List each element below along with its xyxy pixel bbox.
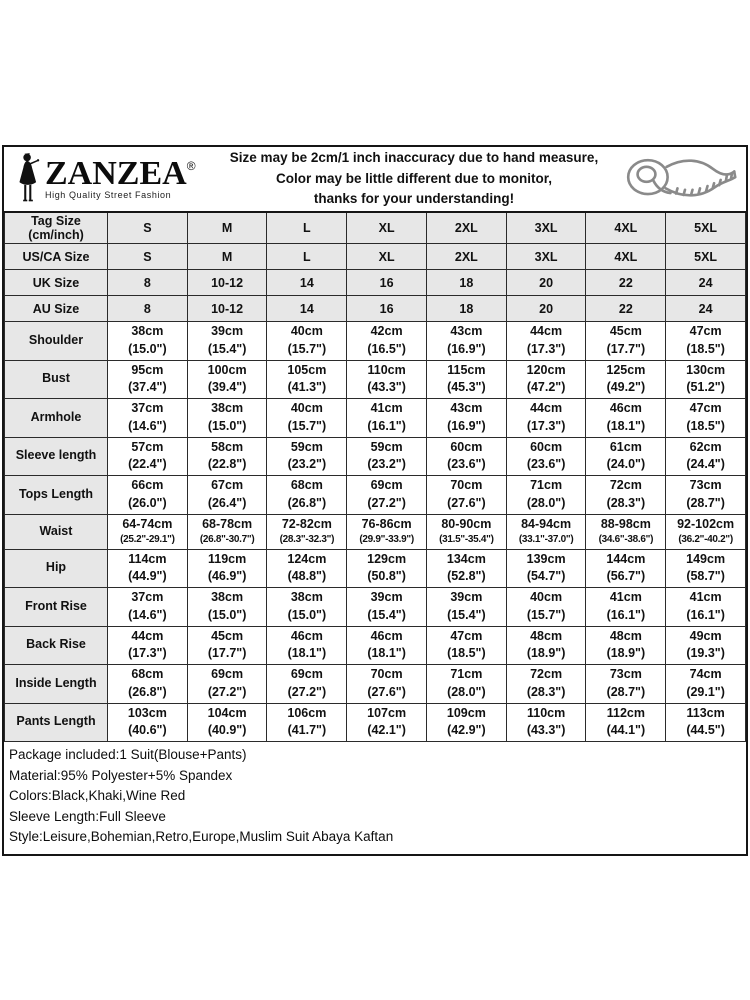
size-cell: 113cm (44.5") (666, 703, 746, 742)
size-cell: 39cm (15.4") (187, 322, 267, 361)
row-label: Waist (5, 514, 108, 549)
size-cell: 47cm (18.5") (666, 399, 746, 438)
size-cell: 40cm (15.7") (506, 588, 586, 627)
size-cell: 106cm (41.7") (267, 703, 347, 742)
size-cell: 76-86cm (29.9"-33.9") (347, 514, 427, 549)
size-cell: 38cm (15.0") (187, 588, 267, 627)
size-system-row (5, 270, 746, 296)
size-cell: 39cm (15.4") (426, 588, 506, 627)
size-cell: 68-78cm (26.8"-30.7") (187, 514, 267, 549)
size-cell: 3XL (506, 244, 586, 270)
size-cell: 4XL (586, 212, 666, 244)
size-cell: 66cm (26.0") (107, 476, 187, 515)
size-cell: 14 (267, 270, 347, 296)
size-cell: M (187, 244, 267, 270)
size-cell: 47cm (18.5") (666, 322, 746, 361)
size-cell: 109cm (42.9") (426, 703, 506, 742)
size-cell: XL (347, 212, 427, 244)
product-info (4, 742, 746, 854)
size-cell: 58cm (22.8") (187, 437, 267, 476)
product-info-line-material: Material:95% Polyester+5% Spandex (9, 767, 233, 783)
measurement-row (5, 665, 746, 704)
size-cell: L (267, 212, 347, 244)
size-cell: 20 (506, 296, 586, 322)
measurement-row (5, 588, 746, 627)
size-cell: 72cm (28.3") (506, 665, 586, 704)
size-cell: 43cm (16.9") (426, 399, 506, 438)
size-cell: 149cm (58.7") (666, 549, 746, 588)
size-cell: 48cm (18.9") (586, 626, 666, 665)
size-cell: S (107, 212, 187, 244)
size-cell: S (107, 244, 187, 270)
product-info-line-colors: Colors:Black,Khaki,Wine Red (9, 788, 186, 803)
size-cell: 24 (666, 270, 746, 296)
size-cell: 10-12 (187, 296, 267, 322)
size-cell: 3XL (506, 212, 586, 244)
size-cell: 2XL (426, 244, 506, 270)
product-info-line-package: Package included:1 Suit(Blouse+Pants) (9, 747, 247, 762)
size-cell: 64-74cm (25.2"-29.1") (107, 514, 187, 549)
size-cell: 38cm (15.0") (187, 399, 267, 438)
row-label: Front Rise (5, 588, 108, 627)
size-cell: 38cm (15.0") (107, 322, 187, 361)
size-cell: 37cm (14.6") (107, 399, 187, 438)
size-table (4, 211, 746, 742)
size-cell: 44cm (17.3") (506, 399, 586, 438)
size-cell: 92-102cm (36.2"-40.2") (666, 514, 746, 549)
size-cell: 59cm (23.2") (267, 437, 347, 476)
size-cell: 8 (107, 296, 187, 322)
size-cell: 67cm (26.4") (187, 476, 267, 515)
brand-tagline: High Quality Street Fashion (45, 190, 172, 201)
size-cell: 44cm (17.3") (107, 626, 187, 665)
size-cell: 2XL (426, 212, 506, 244)
size-cell: 105cm (41.3") (267, 360, 347, 399)
size-system-row (5, 212, 746, 244)
size-cell: 24 (666, 296, 746, 322)
size-cell: 41cm (16.1") (586, 588, 666, 627)
notice-line: thanks for your understanding! (313, 191, 515, 207)
row-label: Bust (5, 360, 108, 399)
measurement-row (5, 626, 746, 665)
measuring-tape-icon (608, 150, 746, 208)
size-table-body (5, 212, 746, 742)
row-label: Back Rise (5, 626, 108, 665)
size-cell: 5XL (666, 212, 746, 244)
size-cell: 125cm (49.2") (586, 360, 666, 399)
size-cell: 110cm (43.3") (347, 360, 427, 399)
size-cell: 107cm (42.1") (347, 703, 427, 742)
size-cell: 144cm (56.7") (586, 549, 666, 588)
measurement-row (5, 703, 746, 742)
brand-logo (4, 152, 220, 206)
measurement-row (5, 514, 746, 549)
size-cell: 5XL (666, 244, 746, 270)
size-cell: 60cm (23.6") (426, 437, 506, 476)
row-label: Shoulder (5, 322, 108, 361)
size-cell: 8 (107, 270, 187, 296)
size-cell: 74cm (29.1") (666, 665, 746, 704)
size-cell: 95cm (37.4") (107, 360, 187, 399)
size-cell: 59cm (23.2") (347, 437, 427, 476)
size-cell: 45cm (17.7") (187, 626, 267, 665)
size-chart-sheet (2, 145, 748, 856)
sheet-header (4, 147, 746, 211)
brand-name: ZANZEA (45, 154, 187, 192)
size-cell: 46cm (18.1") (267, 626, 347, 665)
size-cell: 57cm (22.4") (107, 437, 187, 476)
size-cell: 72cm (28.3") (586, 476, 666, 515)
size-cell: 22 (586, 296, 666, 322)
size-cell: 100cm (39.4") (187, 360, 267, 399)
size-cell: 45cm (17.7") (586, 322, 666, 361)
size-cell: 47cm (18.5") (426, 626, 506, 665)
notice-line: Size may be 2cm/1 inch inaccuracy due to hand measure, (229, 149, 599, 165)
size-cell: 70cm (27.6") (426, 476, 506, 515)
measure-notice (220, 148, 608, 211)
row-label: Pants Length (5, 703, 108, 742)
size-cell: 68cm (26.8") (107, 665, 187, 704)
size-cell: M (187, 212, 267, 244)
size-cell: 39cm (15.4") (347, 588, 427, 627)
size-cell: 41cm (16.1") (666, 588, 746, 627)
size-cell: 71cm (28.0") (506, 476, 586, 515)
size-cell: 14 (267, 296, 347, 322)
size-cell: 46cm (18.1") (347, 626, 427, 665)
row-label: US/CA Size (5, 244, 108, 270)
size-cell: 22 (586, 270, 666, 296)
size-cell: 134cm (52.8") (426, 549, 506, 588)
size-cell: 38cm (15.0") (267, 588, 347, 627)
size-cell: 103cm (40.6") (107, 703, 187, 742)
size-cell: 119cm (46.9") (187, 549, 267, 588)
size-cell: 4XL (586, 244, 666, 270)
size-cell: 104cm (40.9") (187, 703, 267, 742)
size-cell: 43cm (16.9") (426, 322, 506, 361)
brand-text (45, 154, 196, 201)
size-cell: 41cm (16.1") (347, 399, 427, 438)
size-cell: 69cm (27.2") (347, 476, 427, 515)
size-cell: 40cm (15.7") (267, 399, 347, 438)
size-cell: 49cm (19.3") (666, 626, 746, 665)
size-cell: 46cm (18.1") (586, 399, 666, 438)
measurement-row (5, 476, 746, 515)
size-cell: 88-98cm (34.6"-38.6") (586, 514, 666, 549)
registered-mark: ® (186, 158, 196, 173)
size-cell: 20 (506, 270, 586, 296)
row-label: Inside Length (5, 665, 108, 704)
size-cell: 84-94cm (33.1"-37.0") (506, 514, 586, 549)
size-cell: 62cm (24.4") (666, 437, 746, 476)
size-cell: 129cm (50.8") (347, 549, 427, 588)
size-cell: 60cm (23.6") (506, 437, 586, 476)
size-system-row (5, 296, 746, 322)
size-cell: 112cm (44.1") (586, 703, 666, 742)
woman-silhouette-icon (14, 152, 42, 206)
row-label: UK Size (5, 270, 108, 296)
row-label: Tag Size (cm/inch) (5, 212, 108, 244)
size-cell: 73cm (28.7") (666, 476, 746, 515)
size-cell: 44cm (17.3") (506, 322, 586, 361)
measurement-row (5, 549, 746, 588)
size-cell: 115cm (45.3") (426, 360, 506, 399)
size-cell: 69cm (27.2") (267, 665, 347, 704)
size-cell: 120cm (47.2") (506, 360, 586, 399)
size-cell: 10-12 (187, 270, 267, 296)
notice-line: Color may be little different due to monitor, (275, 170, 553, 186)
size-cell: 18 (426, 270, 506, 296)
size-cell: 37cm (14.6") (107, 588, 187, 627)
size-system-row (5, 244, 746, 270)
measurement-row (5, 322, 746, 361)
size-cell: 110cm (43.3") (506, 703, 586, 742)
size-cell: 72-82cm (28.3"-32.3") (267, 514, 347, 549)
row-label: Tops Length (5, 476, 108, 515)
row-label: Armhole (5, 399, 108, 438)
size-cell: 71cm (28.0") (426, 665, 506, 704)
row-label: Hip (5, 549, 108, 588)
product-info-line-style: Style:Leisure,Bohemian,Retro,Europe,Muslim Suit Abaya Kaftan (9, 829, 394, 844)
size-cell: 68cm (26.8") (267, 476, 347, 515)
row-label: AU Size (5, 296, 108, 322)
size-cell: 130cm (51.2") (666, 360, 746, 399)
size-cell: 48cm (18.9") (506, 626, 586, 665)
size-cell: 16 (347, 296, 427, 322)
size-cell: XL (347, 244, 427, 270)
measurement-row (5, 399, 746, 438)
size-cell: 40cm (15.7") (267, 322, 347, 361)
size-cell: 18 (426, 296, 506, 322)
measurement-row (5, 360, 746, 399)
row-label: Sleeve length (5, 437, 108, 476)
measurement-row (5, 437, 746, 476)
size-cell: L (267, 244, 347, 270)
size-cell: 124cm (48.8") (267, 549, 347, 588)
size-cell: 69cm (27.2") (187, 665, 267, 704)
size-cell: 80-90cm (31.5"-35.4") (426, 514, 506, 549)
size-cell: 42cm (16.5") (347, 322, 427, 361)
size-cell: 114cm (44.9") (107, 549, 187, 588)
size-cell: 70cm (27.6") (347, 665, 427, 704)
size-cell: 16 (347, 270, 427, 296)
product-info-line-sleeve: Sleeve Length:Full Sleeve (9, 808, 166, 824)
size-cell: 139cm (54.7") (506, 549, 586, 588)
size-cell: 61cm (24.0") (586, 437, 666, 476)
size-cell: 73cm (28.7") (586, 665, 666, 704)
